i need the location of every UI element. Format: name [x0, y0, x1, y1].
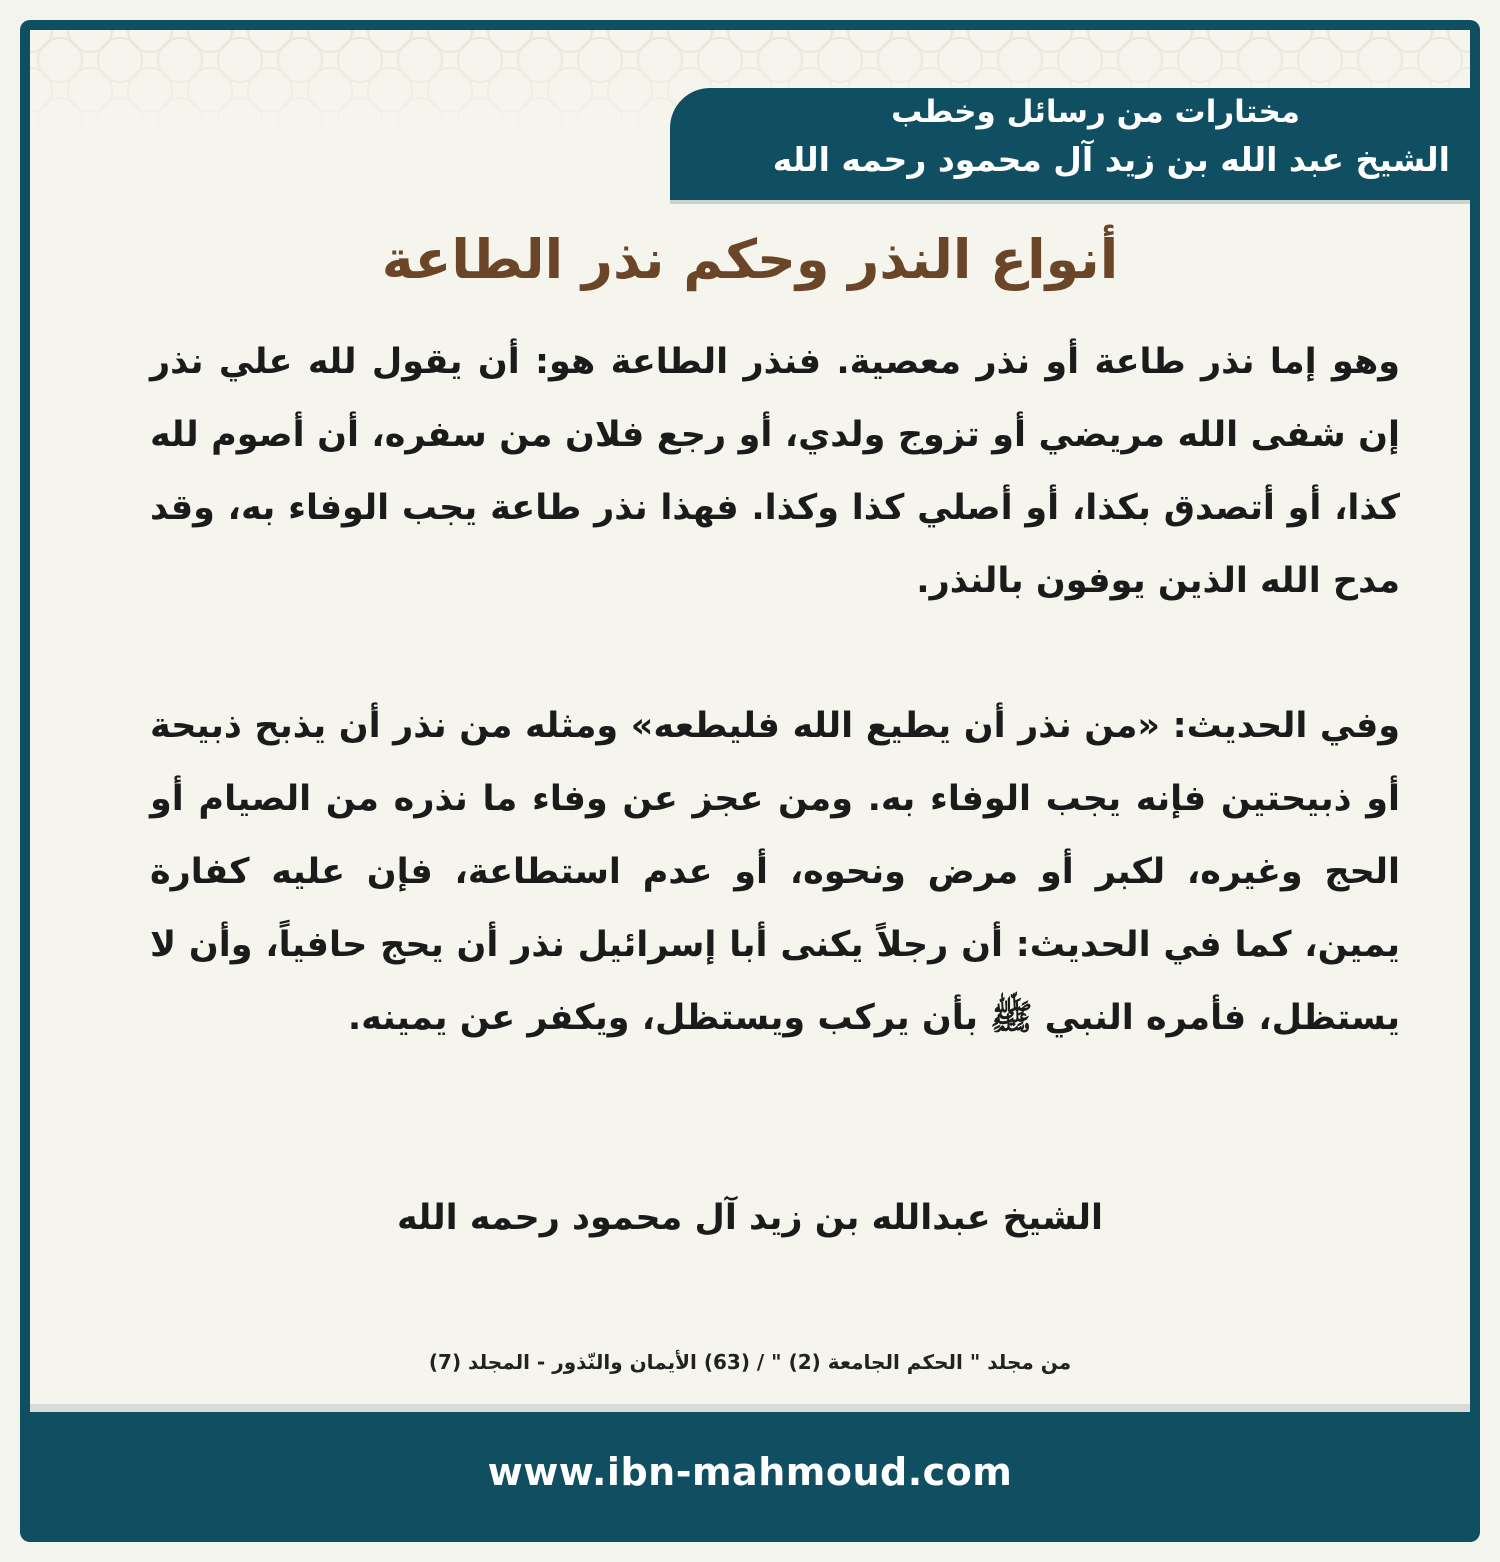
- website-link[interactable]: www.ibn-mahmoud.com: [487, 1450, 1013, 1494]
- paragraph-2: وفي الحديث: «من نذر أن يطيع الله فليطعه» ومثله من نذر أن يذبح ذبيحة أو ذبيحتين فإنه يجب الوفاء به. ومن عجز عن وفاء ما نذره من الصيام أو الحج وغيره، لكبر أو مرض ونحوه، أو عدم استطاعة، فإن عليه كفارة يمين، كما في الحديث: أن رجلاً يكنى أبا إسرائيل نذر أن يحج حافياً، وأن لا يستظل، فأمره النبي ﷺ بأن يركب ويستظل، ويكفر عن يمينه.: [150, 706, 1400, 1038]
- series-title: مختارات من رسائل وخطب: [891, 94, 1300, 130]
- header-author: الشيخ عبد الله بن زيد آل محمود رحمه الله: [772, 140, 1450, 179]
- author-signature: الشيخ عبدالله بن زيد آل محمود رحمه الله: [396, 1198, 1104, 1238]
- content-panel: [30, 30, 1470, 1412]
- page-frame: [20, 20, 1480, 1542]
- panel-bottom-shadow: [30, 1404, 1470, 1412]
- article-title: أنواع النذر وحكم نذر الطاعة: [381, 228, 1119, 291]
- paragraph-1: وهو إما نذر طاعة أو نذر معصية. فنذر الطاعة هو: أن يقول لله علي نذر إن شفى الله مريضي أو تزوج ولدي، أو رجع فلان من سفره، أن أصوم لله كذا، أو أتصدق بكذا، أو أصلي كذا وكذا. فهذا نذر طاعة يجب الوفاء به، وقد مدح الله الذين يوفون بالنذر.: [150, 342, 1400, 601]
- source-citation: من مجلد " الحكم الجامعة (2) " / (63) الأيمان والنّذور - المجلد (7): [428, 1350, 1072, 1374]
- header-banner: [670, 88, 1470, 200]
